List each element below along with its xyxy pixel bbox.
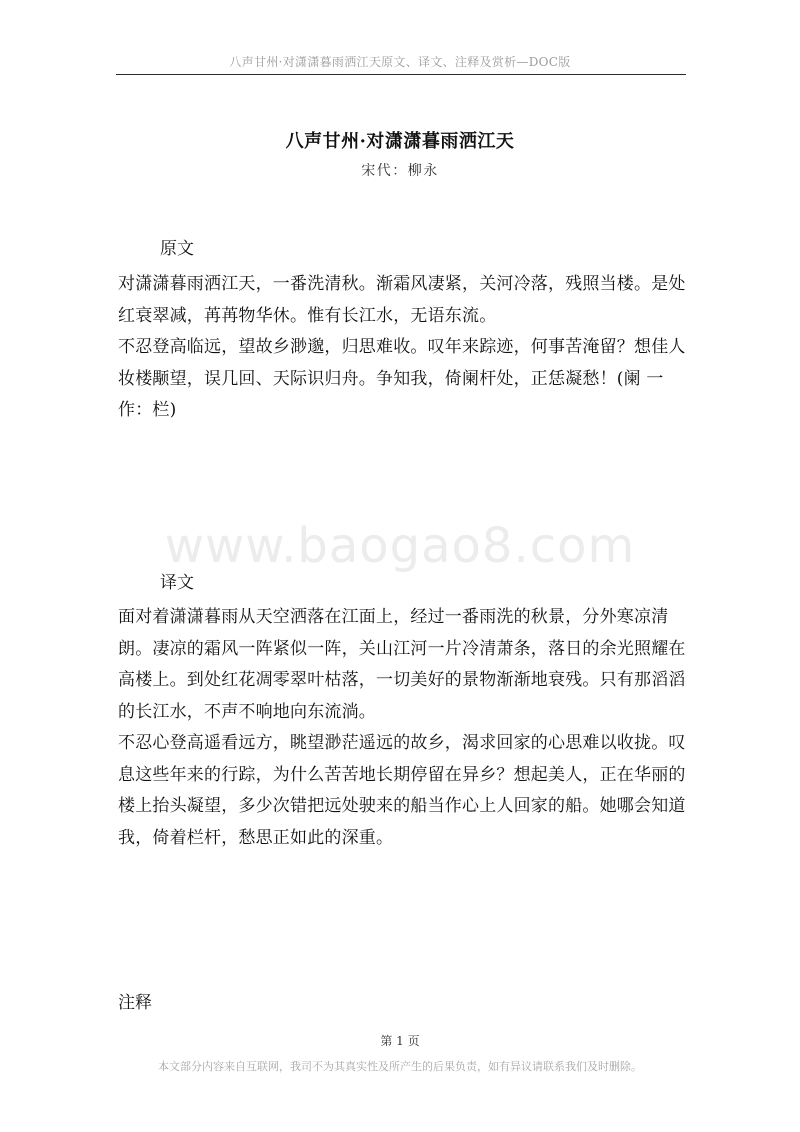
poem-author: 宋代：柳永 <box>361 163 439 179</box>
footer-disclaimer: 本文部分内容来自互联网，我司不为其真实性及所产生的后果负责，如有异议请联系我们及时删除。 <box>158 1060 642 1073</box>
original-text <box>118 269 688 427</box>
section-heading-original: 原文 <box>160 239 194 259</box>
poem-title: 八声甘州·对潇潇暮雨洒江天 <box>285 131 515 152</box>
original-paragraph: 不忍登高临远，望故乡渺邈，归思难收。叹年来踪迹，何事苦淹留？想佳人妆楼颙望，误几回、天际识归舟。争知我，倚阑杆处，正恁凝愁！(阑 一作：栏) <box>118 337 686 420</box>
translation-paragraph: 面对着潇潇暮雨从天空洒落在江面上，经过一番雨洗的秋景，分外寒凉清朗。凄凉的霜风一阵紧似一阵，关山江河一片冷清萧条，落日的余光照耀在高楼上。到处红花凋零翠叶枯落，一切美好的景物渐渐地衰残。只有那滔滔的长江水，不声不响地向东流淌。 <box>118 607 686 722</box>
page-number: 第 1 页 <box>380 1034 420 1048</box>
translation-text <box>118 602 688 854</box>
watermark: www.baogao8.com <box>164 518 636 574</box>
original-paragraph: 对潇潇暮雨洒江天，一番洗清秋。渐霜风凄紧，关河冷落，残照当楼。是处红衰翠减，苒苒物华休。惟有长江水，无语东流。 <box>118 274 686 326</box>
section-heading-translation: 译文 <box>160 573 194 593</box>
section-heading-notes: 注释 <box>118 993 152 1013</box>
page-header: 八声甘州·对潇潇暮雨洒江天原文、译文、注释及赏析—DOC版 <box>229 55 571 69</box>
header-divider <box>116 74 686 75</box>
translation-paragraph: 不忍心登高遥看远方，眺望渺茫遥远的故乡，渴求回家的心思难以收拢。叹息这些年来的行踪，为什么苦苦地长期停留在异乡？想起美人，正在华丽的楼上抬头凝望，多少次错把远处驶来的船当作心上人回家的船。她哪会知道我，倚着栏杆，愁思正如此的深重。 <box>118 733 686 848</box>
